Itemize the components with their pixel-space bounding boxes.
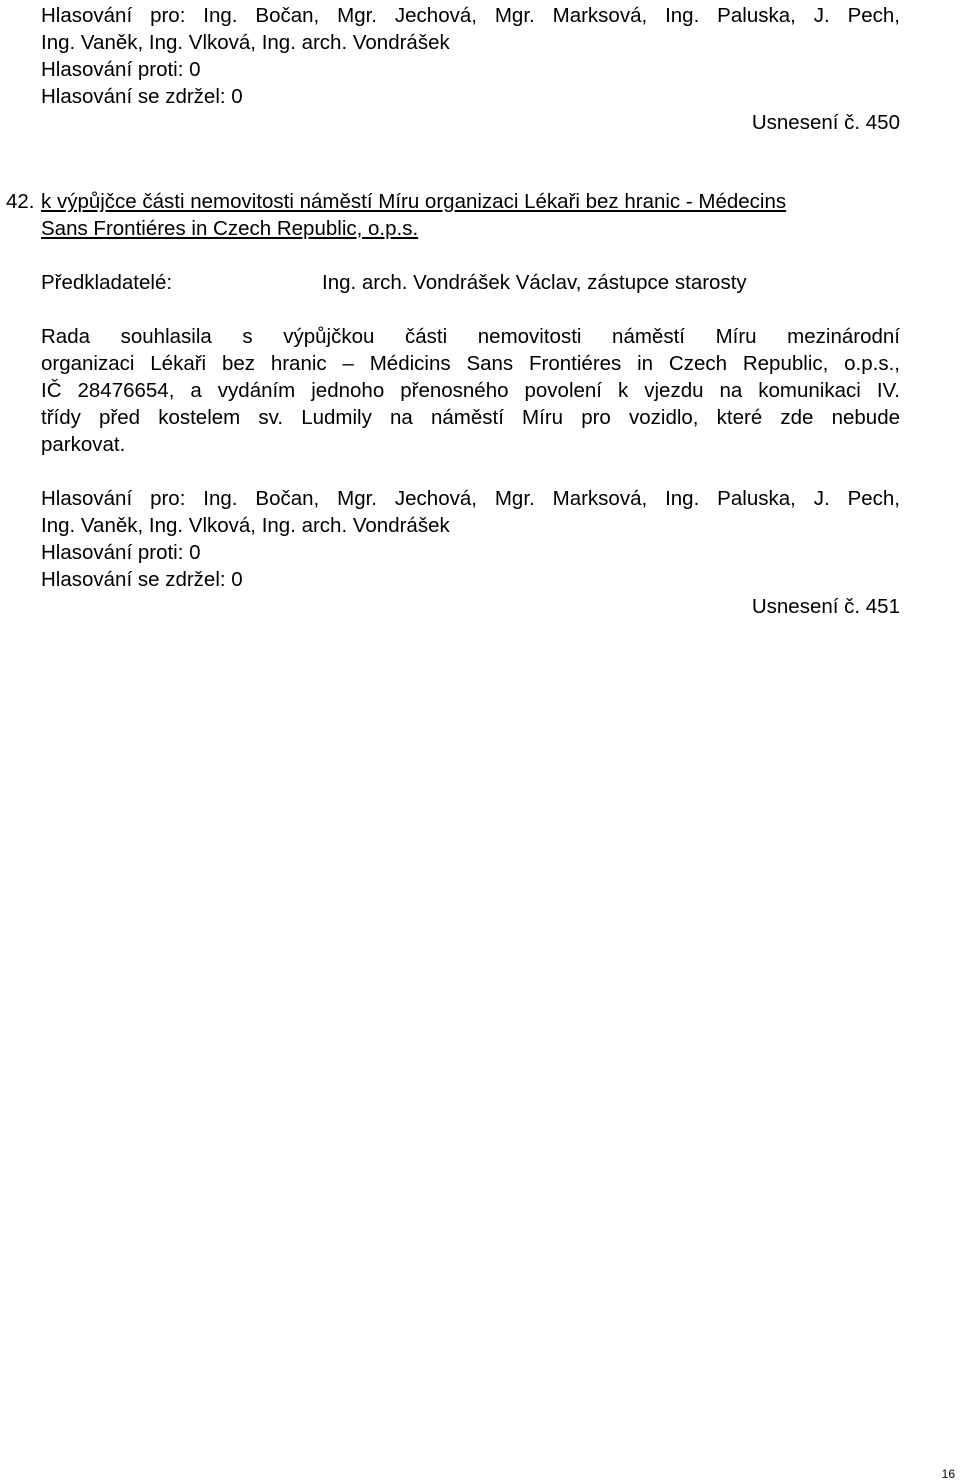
vote-pro-line-2: Ing. Vaněk, Ing. Vlková, Ing. arch. Vondrášek [41,514,450,537]
presenter-label: Předkladatelé: [41,271,173,294]
item-title-line-1: k výpůjčce části nemovitosti náměstí Míru organizaci Lékaři bez hranic - Médecins [41,190,787,213]
body-line: Rada souhlasila s výpůjčkou části nemovitosti náměstí Míru mezinárodní [41,325,900,348]
vote-abstain: Hlasování se zdržel: 0 [41,568,243,591]
item-number: 42. [6,190,35,213]
body-line: parkovat. [41,433,126,456]
body-line: třídy před kostelem sv. Ludmily na náměstí Míru pro vozidlo, které zde nebude [41,406,900,429]
vote-abstain: Hlasování se zdržel: 0 [41,85,243,108]
body-line: organizaci Lékaři bez hranic – Médicins Sans Frontiéres in Czech Republic, o.p.s., [41,352,900,375]
resolution-number: Usnesení č. 450 [751,111,900,134]
body-line: IČ 28476654, a vydáním jednoho přenosného povolení k vjezdu na komunikaci IV. [41,379,900,402]
vote-pro-line-1: Hlasování pro: Ing. Bočan, Mgr. Jechová, Mgr. Marksová, Ing. Paluska, J. Pech, [41,487,900,510]
vote-against: Hlasování proti: 0 [41,58,201,81]
item-title-line-2: Sans Frontiéres in Czech Republic, o.p.s. [41,217,419,240]
presenter-value: Ing. arch. Vondrášek Václav, zástupce starosty [322,271,747,294]
vote-pro-line-2: Ing. Vaněk, Ing. Vlková, Ing. arch. Vondrášek [41,31,450,54]
page-number: 16 [941,1467,955,1481]
vote-pro-line-1: Hlasování pro: Ing. Bočan, Mgr. Jechová, Mgr. Marksová, Ing. Paluska, J. Pech, [41,4,900,27]
resolution-number: Usnesení č. 451 [751,595,900,618]
vote-against: Hlasování proti: 0 [41,541,201,564]
